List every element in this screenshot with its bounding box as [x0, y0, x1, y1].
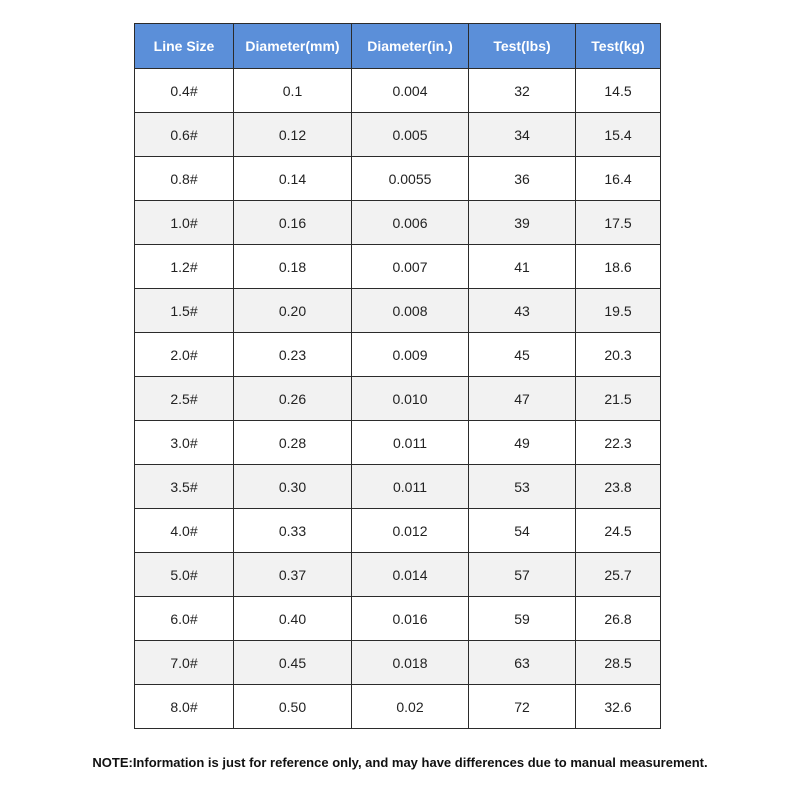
cell-diameter-in: 0.02 [352, 685, 469, 729]
cell-test-lbs: 36 [469, 157, 576, 201]
cell-test-lbs: 41 [469, 245, 576, 289]
cell-diameter-mm: 0.28 [234, 421, 352, 465]
cell-diameter-in: 0.006 [352, 201, 469, 245]
table-header-row [135, 24, 661, 69]
cell-diameter-mm: 0.1 [234, 69, 352, 113]
cell-diameter-in: 0.014 [352, 553, 469, 597]
table-row [135, 245, 661, 289]
cell-diameter-in: 0.008 [352, 289, 469, 333]
cell-test-kg: 15.4 [576, 113, 661, 157]
cell-test-kg: 24.5 [576, 509, 661, 553]
cell-test-kg: 28.5 [576, 641, 661, 685]
table-row [135, 157, 661, 201]
cell-test-kg: 16.4 [576, 157, 661, 201]
cell-test-lbs: 34 [469, 113, 576, 157]
cell-line-size: 3.5# [135, 465, 234, 509]
table-row [135, 465, 661, 509]
table-row [135, 201, 661, 245]
cell-line-size: 1.0# [135, 201, 234, 245]
cell-test-lbs: 45 [469, 333, 576, 377]
table-row [135, 553, 661, 597]
cell-test-lbs: 49 [469, 421, 576, 465]
table-row [135, 597, 661, 641]
cell-diameter-mm: 0.26 [234, 377, 352, 421]
cell-diameter-mm: 0.50 [234, 685, 352, 729]
cell-diameter-mm: 0.20 [234, 289, 352, 333]
cell-test-kg: 23.8 [576, 465, 661, 509]
cell-diameter-mm: 0.40 [234, 597, 352, 641]
header-line-size: Line Size [135, 24, 234, 69]
cell-line-size: 3.0# [135, 421, 234, 465]
cell-diameter-mm: 0.18 [234, 245, 352, 289]
cell-line-size: 2.0# [135, 333, 234, 377]
table-row [135, 421, 661, 465]
table-row [135, 333, 661, 377]
cell-diameter-mm: 0.14 [234, 157, 352, 201]
cell-line-size: 1.5# [135, 289, 234, 333]
cell-diameter-in: 0.009 [352, 333, 469, 377]
cell-line-size: 4.0# [135, 509, 234, 553]
table-row [135, 289, 661, 333]
cell-diameter-in: 0.0055 [352, 157, 469, 201]
table-row [135, 509, 661, 553]
cell-line-size: 0.8# [135, 157, 234, 201]
cell-line-size: 6.0# [135, 597, 234, 641]
cell-test-kg: 18.6 [576, 245, 661, 289]
cell-diameter-in: 0.010 [352, 377, 469, 421]
cell-diameter-in: 0.012 [352, 509, 469, 553]
cell-diameter-in: 0.005 [352, 113, 469, 157]
cell-test-lbs: 32 [469, 69, 576, 113]
table-body [135, 69, 661, 729]
cell-test-kg: 20.3 [576, 333, 661, 377]
cell-test-kg: 22.3 [576, 421, 661, 465]
cell-diameter-mm: 0.30 [234, 465, 352, 509]
header-diameter-in: Diameter(in.) [352, 24, 469, 69]
table-row [135, 685, 661, 729]
cell-test-kg: 19.5 [576, 289, 661, 333]
cell-line-size: 7.0# [135, 641, 234, 685]
cell-diameter-in: 0.011 [352, 421, 469, 465]
cell-test-kg: 32.6 [576, 685, 661, 729]
cell-diameter-mm: 0.45 [234, 641, 352, 685]
cell-diameter-in: 0.016 [352, 597, 469, 641]
cell-test-kg: 17.5 [576, 201, 661, 245]
cell-test-lbs: 39 [469, 201, 576, 245]
table-row [135, 69, 661, 113]
header-test-kg: Test(kg) [576, 24, 661, 69]
cell-test-kg: 14.5 [576, 69, 661, 113]
cell-line-size: 1.2# [135, 245, 234, 289]
table-row [135, 641, 661, 685]
cell-test-lbs: 53 [469, 465, 576, 509]
cell-diameter-mm: 0.33 [234, 509, 352, 553]
cell-test-lbs: 43 [469, 289, 576, 333]
cell-line-size: 2.5# [135, 377, 234, 421]
cell-diameter-in: 0.018 [352, 641, 469, 685]
cell-diameter-mm: 0.23 [234, 333, 352, 377]
reference-note: NOTE:Information is just for reference only, and may have differences due to manual measurement. [92, 755, 708, 770]
cell-test-lbs: 57 [469, 553, 576, 597]
cell-diameter-mm: 0.16 [234, 201, 352, 245]
cell-test-lbs: 54 [469, 509, 576, 553]
cell-diameter-in: 0.007 [352, 245, 469, 289]
table-row [135, 113, 661, 157]
cell-test-kg: 25.7 [576, 553, 661, 597]
line-spec-table [134, 23, 661, 729]
cell-diameter-mm: 0.37 [234, 553, 352, 597]
cell-test-lbs: 72 [469, 685, 576, 729]
table-row [135, 377, 661, 421]
cell-test-lbs: 59 [469, 597, 576, 641]
cell-test-lbs: 47 [469, 377, 576, 421]
cell-line-size: 0.4# [135, 69, 234, 113]
header-test-lbs: Test(lbs) [469, 24, 576, 69]
cell-test-kg: 26.8 [576, 597, 661, 641]
cell-line-size: 0.6# [135, 113, 234, 157]
cell-diameter-in: 0.004 [352, 69, 469, 113]
cell-test-kg: 21.5 [576, 377, 661, 421]
cell-test-lbs: 63 [469, 641, 576, 685]
cell-line-size: 8.0# [135, 685, 234, 729]
header-diameter-mm: Diameter(mm) [234, 24, 352, 69]
cell-line-size: 5.0# [135, 553, 234, 597]
cell-diameter-mm: 0.12 [234, 113, 352, 157]
cell-diameter-in: 0.011 [352, 465, 469, 509]
